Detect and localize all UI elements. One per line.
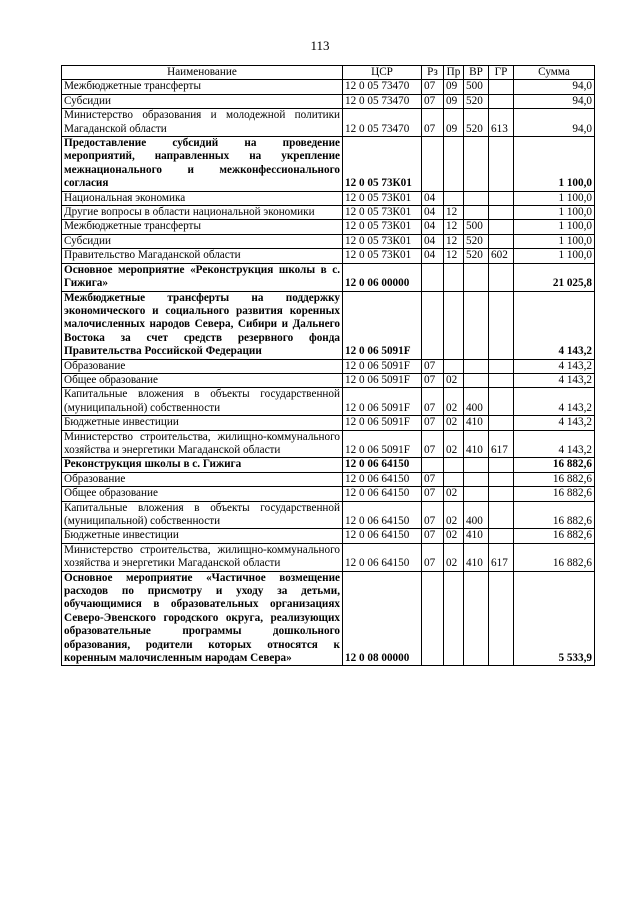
cell-pr bbox=[444, 359, 464, 373]
cell-vr bbox=[464, 137, 489, 192]
cell-sum: 16 882,6 bbox=[514, 501, 595, 529]
header-csr: ЦСР bbox=[343, 66, 422, 80]
cell-gr bbox=[489, 472, 514, 486]
cell-sum: 4 143,2 bbox=[514, 416, 595, 430]
cell-rz: 07 bbox=[422, 373, 444, 387]
cell-vr: 400 bbox=[464, 388, 489, 416]
cell-gr bbox=[489, 234, 514, 248]
cell-vr bbox=[464, 291, 489, 359]
table-row bbox=[62, 487, 595, 501]
cell-csr: 12 0 06 64150 bbox=[343, 501, 422, 529]
cell-csr: 12 0 06 5091F bbox=[343, 388, 422, 416]
cell-csr: 12 0 06 64150 bbox=[343, 487, 422, 501]
cell-pr: 02 bbox=[444, 487, 464, 501]
cell-pr bbox=[444, 458, 464, 472]
cell-pr: 02 bbox=[444, 501, 464, 529]
cell-name: Министерство образования и молодежной политики Магаданской области bbox=[62, 109, 343, 137]
cell-sum: 94,0 bbox=[514, 80, 595, 94]
cell-csr: 12 0 06 00000 bbox=[343, 263, 422, 291]
cell-gr bbox=[489, 373, 514, 387]
cell-vr: 410 bbox=[464, 543, 489, 571]
cell-rz: 07 bbox=[422, 472, 444, 486]
table-row bbox=[62, 291, 595, 359]
cell-gr bbox=[489, 191, 514, 205]
table-row bbox=[62, 137, 595, 192]
cell-pr: 02 bbox=[444, 430, 464, 458]
cell-rz: 07 bbox=[422, 487, 444, 501]
cell-name: Основное мероприятие «Частичное возмещение расходов по присмотру и уходу за детьми, обучающимися в образовательных организациях Северо-Эвенского городского округа, реализующих образовательные программы дошкольного образования, родители которых относятся к коренным малочисленным народам Севера» bbox=[62, 571, 343, 666]
table-row bbox=[62, 359, 595, 373]
table-row bbox=[62, 191, 595, 205]
cell-pr: 12 bbox=[444, 206, 464, 220]
cell-csr: 12 0 06 5091F bbox=[343, 416, 422, 430]
cell-csr: 12 0 06 64150 bbox=[343, 472, 422, 486]
table-row bbox=[62, 543, 595, 571]
page-number: 113 bbox=[310, 38, 330, 53]
cell-vr bbox=[464, 359, 489, 373]
cell-sum: 16 882,6 bbox=[514, 529, 595, 543]
cell-pr: 09 bbox=[444, 94, 464, 108]
table-row bbox=[62, 373, 595, 387]
cell-vr: 410 bbox=[464, 430, 489, 458]
cell-pr bbox=[444, 291, 464, 359]
cell-pr: 02 bbox=[444, 416, 464, 430]
cell-csr: 12 0 05 73К01 bbox=[343, 249, 422, 263]
cell-pr bbox=[444, 472, 464, 486]
cell-vr bbox=[464, 373, 489, 387]
cell-gr bbox=[489, 501, 514, 529]
header-pr: Пр bbox=[444, 66, 464, 80]
table-row bbox=[62, 529, 595, 543]
cell-vr: 520 bbox=[464, 94, 489, 108]
cell-sum: 4 143,2 bbox=[514, 359, 595, 373]
cell-csr: 12 0 05 73К01 bbox=[343, 191, 422, 205]
cell-sum: 94,0 bbox=[514, 94, 595, 108]
cell-vr bbox=[464, 487, 489, 501]
cell-vr: 410 bbox=[464, 529, 489, 543]
cell-pr: 02 bbox=[444, 373, 464, 387]
cell-gr bbox=[489, 571, 514, 666]
cell-rz: 07 bbox=[422, 501, 444, 529]
cell-sum: 1 100,0 bbox=[514, 137, 595, 192]
cell-gr bbox=[489, 487, 514, 501]
cell-pr bbox=[444, 137, 464, 192]
cell-name: Субсидии bbox=[62, 234, 343, 248]
cell-rz: 07 bbox=[422, 388, 444, 416]
cell-rz: 04 bbox=[422, 220, 444, 234]
cell-name: Межбюджетные трансферты на поддержку экономического и социального развития коренных малочисленных народов Севера, Сибири и Дальнего Востока за счет средств резервного фонда Правительства Российской Федерации bbox=[62, 291, 343, 359]
cell-csr: 12 0 05 73470 bbox=[343, 94, 422, 108]
cell-pr: 12 bbox=[444, 220, 464, 234]
cell-vr: 520 bbox=[464, 249, 489, 263]
cell-csr: 12 0 06 64150 bbox=[343, 458, 422, 472]
cell-name: Общее образование bbox=[62, 373, 343, 387]
cell-csr: 12 0 05 73К01 bbox=[343, 137, 422, 192]
cell-name: Образование bbox=[62, 472, 343, 486]
cell-csr: 12 0 06 5091F bbox=[343, 359, 422, 373]
cell-vr: 500 bbox=[464, 80, 489, 94]
cell-name: Общее образование bbox=[62, 487, 343, 501]
cell-rz bbox=[422, 458, 444, 472]
table-row bbox=[62, 472, 595, 486]
cell-gr bbox=[489, 94, 514, 108]
cell-gr: 617 bbox=[489, 430, 514, 458]
cell-vr: 500 bbox=[464, 220, 489, 234]
cell-gr bbox=[489, 206, 514, 220]
table-row bbox=[62, 220, 595, 234]
cell-sum: 4 143,2 bbox=[514, 291, 595, 359]
cell-name: Капитальные вложения в объекты государственной (муниципальной) собственности bbox=[62, 501, 343, 529]
cell-sum: 1 100,0 bbox=[514, 249, 595, 263]
cell-pr: 02 bbox=[444, 529, 464, 543]
cell-sum: 4 143,2 bbox=[514, 388, 595, 416]
cell-vr bbox=[464, 206, 489, 220]
cell-rz bbox=[422, 137, 444, 192]
table-row bbox=[62, 388, 595, 416]
cell-vr bbox=[464, 571, 489, 666]
cell-gr bbox=[489, 529, 514, 543]
table-row bbox=[62, 458, 595, 472]
cell-gr bbox=[489, 263, 514, 291]
cell-csr: 12 0 08 00000 bbox=[343, 571, 422, 666]
cell-rz: 04 bbox=[422, 206, 444, 220]
cell-sum: 1 100,0 bbox=[514, 234, 595, 248]
cell-name: Бюджетные инвестиции bbox=[62, 416, 343, 430]
header-name: Наименование bbox=[62, 66, 343, 80]
cell-name: Министерство строительства, жилищно-коммунального хозяйства и энергетики Магаданской области bbox=[62, 430, 343, 458]
cell-gr bbox=[489, 220, 514, 234]
cell-sum: 4 143,2 bbox=[514, 373, 595, 387]
cell-name: Капитальные вложения в объекты государственной (муниципальной) собственности bbox=[62, 388, 343, 416]
cell-gr bbox=[489, 359, 514, 373]
cell-gr bbox=[489, 80, 514, 94]
cell-vr bbox=[464, 191, 489, 205]
cell-name: Реконструкция школы в с. Гижига bbox=[62, 458, 343, 472]
cell-sum: 1 100,0 bbox=[514, 191, 595, 205]
cell-gr bbox=[489, 137, 514, 192]
cell-rz: 07 bbox=[422, 430, 444, 458]
table-row bbox=[62, 501, 595, 529]
cell-rz: 07 bbox=[422, 109, 444, 137]
cell-pr: 09 bbox=[444, 109, 464, 137]
cell-sum: 5 533,9 bbox=[514, 571, 595, 666]
cell-pr: 12 bbox=[444, 234, 464, 248]
cell-rz: 07 bbox=[422, 359, 444, 373]
cell-name: Правительство Магаданской области bbox=[62, 249, 343, 263]
cell-sum: 16 882,6 bbox=[514, 487, 595, 501]
cell-rz: 07 bbox=[422, 94, 444, 108]
cell-name: Субсидии bbox=[62, 94, 343, 108]
table-row bbox=[62, 249, 595, 263]
cell-pr: 02 bbox=[444, 543, 464, 571]
cell-rz bbox=[422, 263, 444, 291]
cell-vr: 400 bbox=[464, 501, 489, 529]
cell-name: Межбюджетные трансферты bbox=[62, 80, 343, 94]
cell-rz: 07 bbox=[422, 80, 444, 94]
cell-sum: 16 882,6 bbox=[514, 543, 595, 571]
cell-pr: 09 bbox=[444, 80, 464, 94]
cell-csr: 12 0 06 5091F bbox=[343, 373, 422, 387]
cell-name: Основное мероприятие «Реконструкция школы в с. Гижига» bbox=[62, 263, 343, 291]
cell-name: Образование bbox=[62, 359, 343, 373]
cell-vr: 520 bbox=[464, 234, 489, 248]
cell-rz: 04 bbox=[422, 234, 444, 248]
cell-gr bbox=[489, 291, 514, 359]
table-row bbox=[62, 80, 595, 94]
cell-pr: 02 bbox=[444, 388, 464, 416]
cell-name: Национальная экономика bbox=[62, 191, 343, 205]
cell-vr: 520 bbox=[464, 109, 489, 137]
cell-sum: 1 100,0 bbox=[514, 206, 595, 220]
cell-vr: 410 bbox=[464, 416, 489, 430]
cell-sum: 21 025,8 bbox=[514, 263, 595, 291]
table-row bbox=[62, 263, 595, 291]
cell-sum: 4 143,2 bbox=[514, 430, 595, 458]
cell-csr: 12 0 06 64150 bbox=[343, 529, 422, 543]
cell-name: Межбюджетные трансферты bbox=[62, 220, 343, 234]
cell-rz: 04 bbox=[422, 191, 444, 205]
cell-rz: 04 bbox=[422, 249, 444, 263]
cell-csr: 12 0 06 64150 bbox=[343, 543, 422, 571]
table-header-row bbox=[62, 66, 595, 80]
cell-rz: 07 bbox=[422, 529, 444, 543]
table-row bbox=[62, 234, 595, 248]
header-gr: ГР bbox=[489, 66, 514, 80]
table-row bbox=[62, 571, 595, 666]
cell-csr: 12 0 05 73К01 bbox=[343, 206, 422, 220]
cell-csr: 12 0 05 73470 bbox=[343, 80, 422, 94]
cell-rz bbox=[422, 571, 444, 666]
cell-pr: 12 bbox=[444, 249, 464, 263]
cell-rz bbox=[422, 291, 444, 359]
table-row bbox=[62, 416, 595, 430]
cell-sum: 16 882,6 bbox=[514, 458, 595, 472]
cell-rz: 07 bbox=[422, 416, 444, 430]
cell-pr bbox=[444, 263, 464, 291]
cell-gr bbox=[489, 388, 514, 416]
cell-gr: 602 bbox=[489, 249, 514, 263]
budget-table bbox=[61, 65, 595, 666]
cell-gr bbox=[489, 458, 514, 472]
cell-sum: 16 882,6 bbox=[514, 472, 595, 486]
table-row bbox=[62, 109, 595, 137]
cell-sum: 1 100,0 bbox=[514, 220, 595, 234]
cell-name: Бюджетные инвестиции bbox=[62, 529, 343, 543]
cell-gr: 617 bbox=[489, 543, 514, 571]
header-rz: Рз bbox=[422, 66, 444, 80]
cell-gr: 613 bbox=[489, 109, 514, 137]
cell-csr: 12 0 05 73470 bbox=[343, 109, 422, 137]
cell-vr bbox=[464, 263, 489, 291]
cell-rz: 07 bbox=[422, 543, 444, 571]
cell-csr: 12 0 05 73К01 bbox=[343, 234, 422, 248]
cell-csr: 12 0 06 5091F bbox=[343, 430, 422, 458]
header-vr: ВР bbox=[464, 66, 489, 80]
cell-name: Министерство строительства, жилищно-коммунального хозяйства и энергетики Магаданской области bbox=[62, 543, 343, 571]
cell-csr: 12 0 05 73К01 bbox=[343, 220, 422, 234]
table-row bbox=[62, 430, 595, 458]
cell-vr bbox=[464, 472, 489, 486]
cell-gr bbox=[489, 416, 514, 430]
cell-csr: 12 0 06 5091F bbox=[343, 291, 422, 359]
table-row bbox=[62, 94, 595, 108]
cell-vr bbox=[464, 458, 489, 472]
cell-pr bbox=[444, 571, 464, 666]
table-row bbox=[62, 206, 595, 220]
cell-name: Другие вопросы в области национальной экономики bbox=[62, 206, 343, 220]
header-sum: Сумма bbox=[514, 66, 595, 80]
cell-sum: 94,0 bbox=[514, 109, 595, 137]
cell-pr bbox=[444, 191, 464, 205]
cell-name: Предоставление субсидий на проведение мероприятий, направленных на укрепление межнационального и межконфессионального согласия bbox=[62, 137, 343, 192]
